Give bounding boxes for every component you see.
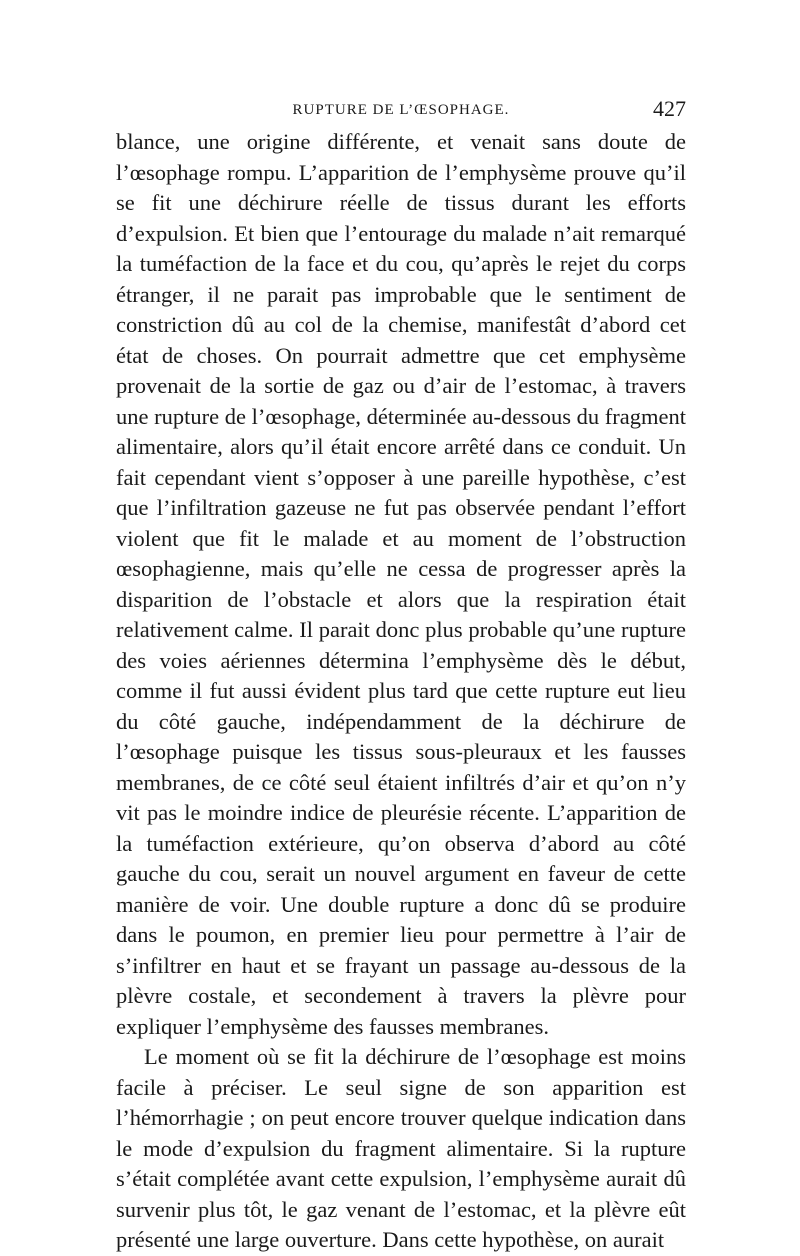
running-title: RUPTURE DE L’ŒSOPHAGE. bbox=[292, 102, 510, 118]
paragraph: Le moment où se fit la déchirure de l’œsophage est moins facile à préciser. Le seul signe de son apparition est l’hémorrhagie ; on peut encore trouver quelque indication dans le mode d’expulsion du fragment alimentaire. Si la rupture s’était complétée avant cette expulsion, l’emphysème aurait dû survenir plus tôt, le gaz venant de l’estomac, et la plèvre eût présenté une large ouverture. Dans cette hypothèse, on aurait bbox=[116, 1044, 686, 1252]
body-text bbox=[116, 127, 686, 1256]
running-header bbox=[116, 96, 686, 124]
paragraph-continued: blance, une origine différente, et venait sans doute de l’œsophage rompu. L’apparition de l’emphysème prouve qu’il se fit une déchirure réelle de tissus durant les efforts d’expulsion. Et bien que l’entourage du malade n’ait remarqué la tuméfaction de la face et du cou, qu’après le rejet du corps étranger, il ne parait pas improbable que le sentiment de constriction dû au col de la chemise, manifestât d’abord cet état de choses. On pourrait admettre que cet emphysème provenait de la sortie de gaz ou d’air de l’estomac, à travers une rupture de l’œsophage, déterminée au-dessous du fragment alimentaire, alors qu’il était encore arrêté dans ce conduit. Un fait cependant vient s’opposer à une pareille hypothèse, c’est que l’infiltration gazeuse ne fut pas observée pendant l’effort violent que fit le malade et au moment de l’obstruction œsophagienne, mais qu’elle ne cessa de progresser après la disparition de l’obstacle et alors que la respiration était relativement calme. Il parait donc plus probable qu’une rupture des voies aériennes détermina l’emphysème dès le début, comme il fut aussi évident plus tard que cette rupture eut lieu du côté gauche, indépendamment de la déchirure de l’œsophage puisque les tissus sous-pleuraux et les fausses membranes, de ce côté seul étaient infiltrés d’air et qu’on n’y vit pas le moindre indice de pleurésie récente. L’apparition de la tuméfaction extérieure, qu’on observa d’abord au côté gauche du cou, serait un nouvel argument en faveur de cette manière de voir. Une double rupture a donc dû se produire dans le poumon, en premier lieu pour permettre à l’air de s’infiltrer en haut et se frayant un passage au-dessous de la plèvre costale, et secondement à travers la plèvre pour expliquer l’emphysème des fausses membranes. bbox=[116, 129, 686, 1039]
page-number: 427 bbox=[653, 96, 686, 121]
